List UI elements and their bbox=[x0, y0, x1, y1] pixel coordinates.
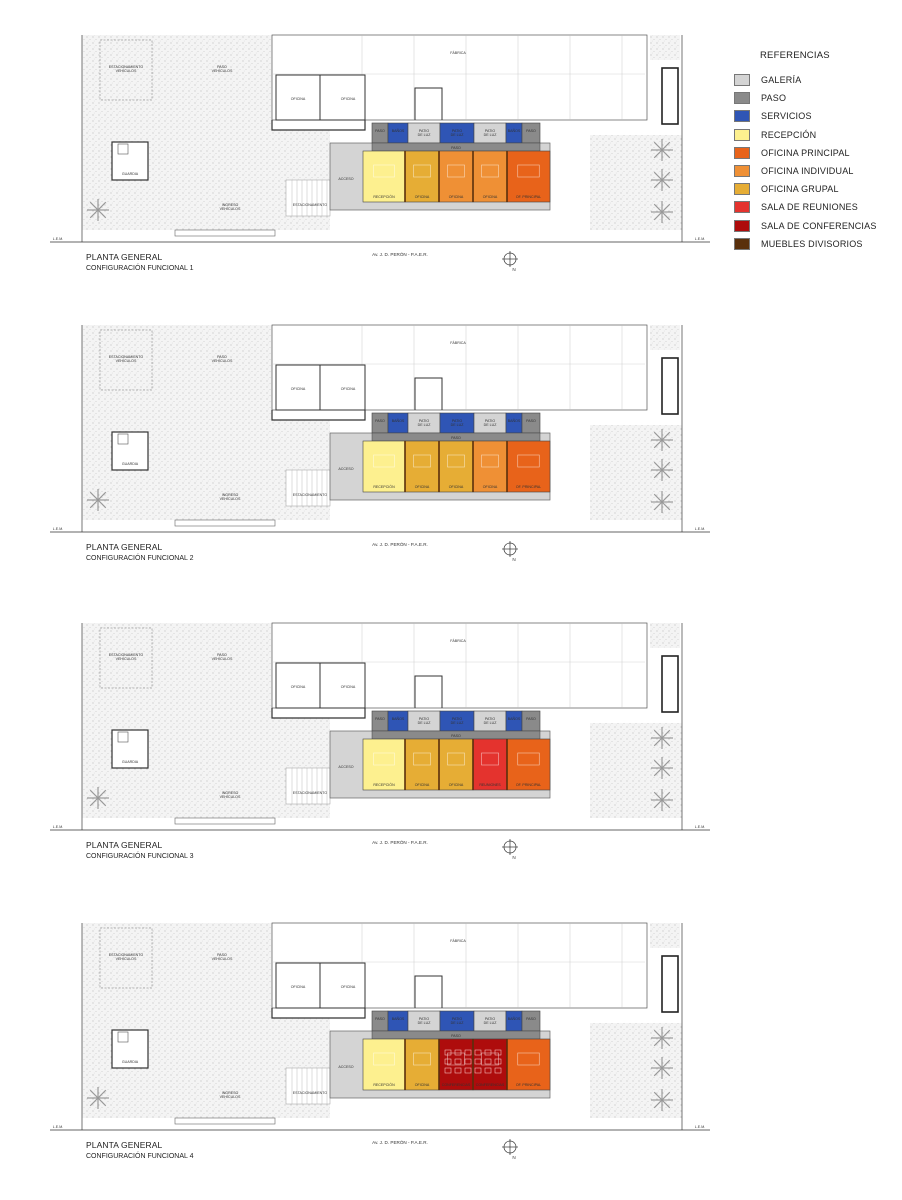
acceso-label: ACCESO bbox=[338, 765, 354, 769]
legend-item bbox=[734, 71, 894, 89]
north-label: N bbox=[512, 267, 516, 272]
legend-label: SERVICIOS bbox=[761, 111, 812, 122]
room-label: OFICINA bbox=[448, 195, 464, 199]
room-label: RECEPCIÓN bbox=[373, 485, 395, 489]
lem-label-right: L.E.M. bbox=[694, 237, 706, 241]
parking-label: VEHÍCULOS bbox=[115, 657, 137, 661]
service-label: DE LUZ bbox=[417, 1021, 431, 1025]
service-label: BAÑOS bbox=[391, 129, 405, 133]
service-cell bbox=[522, 1011, 540, 1031]
room-label: OFICINA bbox=[482, 195, 498, 199]
service-label: DE LUZ bbox=[450, 721, 464, 725]
guardia-label: GUARDIA bbox=[121, 1060, 139, 1064]
parking-label: ESTACIONAMIENTO bbox=[108, 953, 144, 957]
tree-symbol bbox=[651, 1027, 673, 1049]
service-cell bbox=[372, 123, 388, 143]
room-label: OFICINA bbox=[414, 485, 430, 489]
paso-vehiculos-label: PASO bbox=[217, 653, 227, 657]
service-label: PATIO bbox=[451, 129, 463, 133]
room-label: OFICINA bbox=[414, 1083, 430, 1087]
stairs bbox=[286, 180, 330, 216]
site-ground bbox=[650, 923, 680, 948]
service-label: PASO bbox=[375, 129, 385, 133]
service-label: PASO bbox=[375, 717, 385, 721]
fabrica-label: FÁBRICA bbox=[450, 639, 466, 643]
service-label: PATIO bbox=[484, 129, 496, 133]
parking-label: VEHÍCULOS bbox=[115, 957, 137, 961]
room-label: RECEPCIÓN bbox=[373, 1083, 395, 1087]
service-label: BAÑOS bbox=[507, 129, 521, 133]
service-label: BAÑOS bbox=[507, 1017, 521, 1021]
plan-title: PLANTA GENERAL bbox=[86, 840, 163, 850]
site-ground bbox=[650, 325, 680, 350]
service-label: PATIO bbox=[418, 717, 430, 721]
room-label: OFICINA bbox=[448, 783, 464, 787]
legend-swatch bbox=[734, 165, 750, 177]
divider-furniture bbox=[472, 739, 474, 790]
divider-furniture bbox=[472, 151, 474, 202]
service-label: PATIO bbox=[451, 419, 463, 423]
fabrica-label: FÁBRICA bbox=[450, 51, 466, 55]
service-cell bbox=[372, 1011, 388, 1031]
service-label: PATIO bbox=[451, 717, 463, 721]
tree-symbol bbox=[651, 459, 673, 481]
oficina-label: OFICINA bbox=[340, 387, 356, 391]
estacionamiento-label: ESTACIONAMIENTO bbox=[292, 791, 328, 795]
legend-swatch bbox=[734, 220, 750, 232]
legend bbox=[734, 50, 894, 253]
paso-vehiculos-label: VEHÍCULOS bbox=[211, 359, 233, 363]
divider-furniture bbox=[438, 151, 440, 202]
street-label: Av. J. D. PERÓN - P.A.E.R. bbox=[372, 1140, 428, 1145]
legend-item bbox=[734, 144, 894, 162]
oficina-label: OFICINA bbox=[340, 985, 356, 989]
lem-label-right: L.E.M. bbox=[694, 825, 706, 829]
room-label: OF. PRINCIPAL bbox=[515, 485, 542, 489]
lem-label-left: L.E.M. bbox=[52, 825, 64, 829]
legend-swatch bbox=[734, 129, 750, 141]
legend-label: SALA DE CONFERENCIAS bbox=[761, 220, 877, 231]
legend-label: OFICINA INDIVIDUAL bbox=[761, 166, 854, 177]
ingreso-vehiculos-label: VEHÍCULOS bbox=[219, 497, 241, 501]
acceso-label: ACCESO bbox=[338, 177, 354, 181]
room-label: OFICINA bbox=[482, 485, 498, 489]
floor-plan-4 bbox=[50, 918, 710, 1188]
divider-furniture bbox=[404, 441, 406, 492]
service-label: DE LUZ bbox=[483, 1021, 497, 1025]
paso-vehiculos-label: PASO bbox=[217, 65, 227, 69]
tree-symbol bbox=[87, 1087, 109, 1109]
oficina-label: OFICINA bbox=[290, 985, 306, 989]
lem-label-right: L.E.M. bbox=[694, 527, 706, 531]
service-label: PATIO bbox=[418, 129, 430, 133]
estacionamiento-label: ESTACIONAMIENTO bbox=[292, 493, 328, 497]
service-label: BAÑOS bbox=[507, 717, 521, 721]
site-ground bbox=[590, 723, 682, 818]
legend-swatch bbox=[734, 92, 750, 104]
paso-vehiculos-label: VEHÍCULOS bbox=[211, 657, 233, 661]
service-label: DE LUZ bbox=[450, 133, 464, 137]
paso-vehiculos-label: VEHÍCULOS bbox=[211, 957, 233, 961]
legend-swatch bbox=[734, 147, 750, 159]
service-label: DE LUZ bbox=[450, 1021, 464, 1025]
gate bbox=[175, 520, 275, 526]
room-label: OF. PRINCIPAL bbox=[515, 195, 542, 199]
divider-furniture bbox=[438, 441, 440, 492]
parking-label: ESTACIONAMIENTO bbox=[108, 653, 144, 657]
room-label: RECEPCIÓN bbox=[373, 195, 395, 199]
legend-swatch bbox=[734, 74, 750, 86]
floor-plan-3 bbox=[50, 618, 710, 888]
oficina-label: OFICINA bbox=[290, 685, 306, 689]
service-label: DE LUZ bbox=[417, 721, 431, 725]
room-label: CONFERENCIAS bbox=[475, 1083, 505, 1087]
side-block bbox=[662, 656, 678, 712]
north-label: N bbox=[512, 557, 516, 562]
divider-furniture bbox=[438, 739, 440, 790]
paso-label: PASO bbox=[451, 734, 461, 738]
service-cell bbox=[372, 413, 388, 433]
paso-label: PASO bbox=[451, 1034, 461, 1038]
side-block bbox=[662, 358, 678, 414]
paso-vehiculos-label: PASO bbox=[217, 953, 227, 957]
north-label: N bbox=[512, 855, 516, 860]
service-label: DE LUZ bbox=[483, 133, 497, 137]
legend-item bbox=[734, 107, 894, 125]
service-cell bbox=[522, 711, 540, 731]
gate bbox=[175, 1118, 275, 1124]
service-label: BAÑOS bbox=[391, 1017, 405, 1021]
legend-label: GALERÍA bbox=[761, 75, 802, 86]
tree-symbol bbox=[651, 727, 673, 749]
plan-subtitle: CONFIGURACIÓN FUNCIONAL 3 bbox=[86, 853, 194, 860]
service-cell bbox=[388, 711, 408, 731]
divider-furniture bbox=[404, 739, 406, 790]
tree-symbol bbox=[87, 199, 109, 221]
service-label: PATIO bbox=[484, 717, 496, 721]
ingreso-vehiculos-label: INGRESO bbox=[221, 791, 239, 795]
service-label: DE LUZ bbox=[483, 721, 497, 725]
office-wall bbox=[272, 410, 365, 420]
service-cell bbox=[388, 1011, 408, 1031]
legend-item bbox=[734, 198, 894, 216]
service-label: PATIO bbox=[484, 1017, 496, 1021]
paso-label: PASO bbox=[451, 436, 461, 440]
paso-vehiculos-label: VEHÍCULOS bbox=[211, 69, 233, 73]
service-label: BAÑOS bbox=[507, 419, 521, 423]
plan-title: PLANTA GENERAL bbox=[86, 542, 163, 552]
tree-symbol bbox=[651, 757, 673, 779]
street-label: Av. J. D. PERÓN - P.A.E.R. bbox=[372, 840, 428, 845]
lem-label-left: L.E.M. bbox=[52, 237, 64, 241]
room-label: REUNIONES bbox=[479, 783, 501, 787]
service-cell bbox=[506, 711, 522, 731]
oficina-label: OFICINA bbox=[290, 97, 306, 101]
tree-symbol bbox=[651, 1057, 673, 1079]
service-label: PATIO bbox=[484, 419, 496, 423]
legend-label: MUEBLES DIVISORIOS bbox=[761, 238, 863, 249]
street-label: Av. J. D. PERÓN - P.A.E.R. bbox=[372, 542, 428, 547]
room-label: OF. PRINCIPAL bbox=[515, 1083, 542, 1087]
stairs bbox=[286, 768, 330, 804]
service-label: BAÑOS bbox=[391, 419, 405, 423]
guardia-label: GUARDIA bbox=[121, 172, 139, 176]
plan-subtitle: CONFIGURACIÓN FUNCIONAL 2 bbox=[86, 555, 194, 562]
tree-symbol bbox=[651, 1089, 673, 1111]
service-cell bbox=[506, 413, 522, 433]
side-block bbox=[662, 956, 678, 1012]
room-label: OFICINA bbox=[414, 195, 430, 199]
tree-symbol bbox=[651, 139, 673, 161]
legend-swatch bbox=[734, 110, 750, 122]
divider-furniture bbox=[404, 151, 406, 202]
tree-symbol bbox=[87, 787, 109, 809]
tree-symbol bbox=[651, 491, 673, 513]
estacionamiento-label: ESTACIONAMIENTO bbox=[292, 1091, 328, 1095]
ingreso-vehiculos-label: INGRESO bbox=[221, 203, 239, 207]
service-label: PATIO bbox=[418, 1017, 430, 1021]
room-label: RECEPCIÓN bbox=[373, 783, 395, 787]
oficina-label: OFICINA bbox=[340, 685, 356, 689]
site-ground bbox=[650, 623, 680, 648]
divider-furniture bbox=[472, 1039, 474, 1090]
legend-label: PASO bbox=[761, 93, 787, 104]
plan-subtitle: CONFIGURACIÓN FUNCIONAL 1 bbox=[86, 265, 194, 272]
ingreso-vehiculos-label: INGRESO bbox=[221, 1091, 239, 1095]
office-wall bbox=[272, 708, 365, 718]
estacionamiento-label: ESTACIONAMIENTO bbox=[292, 203, 328, 207]
paso-label: PASO bbox=[451, 146, 461, 150]
service-cell bbox=[506, 123, 522, 143]
divider-furniture bbox=[506, 151, 508, 202]
room-label: OFICINA bbox=[448, 485, 464, 489]
lem-label-right: L.E.M. bbox=[694, 1125, 706, 1129]
legend-label: OFICINA GRUPAL bbox=[761, 184, 839, 195]
service-cell bbox=[372, 711, 388, 731]
tree-symbol bbox=[651, 201, 673, 223]
ingreso-vehiculos-label: VEHÍCULOS bbox=[219, 1095, 241, 1099]
acceso-label: ACCESO bbox=[338, 467, 354, 471]
legend-item bbox=[734, 126, 894, 144]
lem-label-left: L.E.M. bbox=[52, 527, 64, 531]
site-ground bbox=[590, 425, 682, 520]
service-cell bbox=[506, 1011, 522, 1031]
legend-item bbox=[734, 235, 894, 253]
service-cell bbox=[522, 123, 540, 143]
room-label: OF. PRINCIPAL bbox=[515, 783, 542, 787]
plan-subtitle: CONFIGURACIÓN FUNCIONAL 4 bbox=[86, 1153, 194, 1160]
ingreso-vehiculos-label: INGRESO bbox=[221, 493, 239, 497]
acceso-label: ACCESO bbox=[338, 1065, 354, 1069]
service-label: PASO bbox=[526, 717, 536, 721]
service-label: PATIO bbox=[418, 419, 430, 423]
service-cell bbox=[388, 123, 408, 143]
tree-symbol bbox=[651, 429, 673, 451]
service-cell bbox=[388, 413, 408, 433]
legend-title: REFERENCIAS bbox=[760, 50, 830, 61]
oficina-label: OFICINA bbox=[290, 387, 306, 391]
parking-label: VEHÍCULOS bbox=[115, 359, 137, 363]
service-label: PATIO bbox=[451, 1017, 463, 1021]
parking-label: VEHÍCULOS bbox=[115, 69, 137, 73]
guardia-label: GUARDIA bbox=[121, 760, 139, 764]
legend-swatch bbox=[734, 201, 750, 213]
tree-symbol bbox=[651, 169, 673, 191]
street-label: Av. J. D. PERÓN - P.A.E.R. bbox=[372, 252, 428, 257]
legend-swatch bbox=[734, 238, 750, 250]
ingreso-vehiculos-label: VEHÍCULOS bbox=[219, 207, 241, 211]
service-label: PASO bbox=[526, 1017, 536, 1021]
lem-label-left: L.E.M. bbox=[52, 1125, 64, 1129]
side-block bbox=[662, 68, 678, 124]
paso-vehiculos-label: PASO bbox=[217, 355, 227, 359]
legend-item bbox=[734, 162, 894, 180]
service-label: DE LUZ bbox=[417, 133, 431, 137]
room-label: OFICINA bbox=[414, 783, 430, 787]
service-label: DE LUZ bbox=[450, 423, 464, 427]
divider-furniture bbox=[506, 1039, 508, 1090]
floor-plan-2 bbox=[50, 320, 710, 590]
room-label: CONFERENCIAS bbox=[441, 1083, 471, 1087]
fabrica-label: FÁBRICA bbox=[450, 341, 466, 345]
plan-title: PLANTA GENERAL bbox=[86, 1140, 163, 1150]
parking-label: ESTACIONAMIENTO bbox=[108, 65, 144, 69]
fabrica-label: FÁBRICA bbox=[450, 939, 466, 943]
legend-label: OFICINA PRINCIPAL bbox=[761, 147, 850, 158]
service-label: PASO bbox=[375, 419, 385, 423]
service-label: DE LUZ bbox=[417, 423, 431, 427]
floor-plan-1 bbox=[50, 30, 710, 300]
site-ground bbox=[590, 135, 682, 230]
service-label: BAÑOS bbox=[391, 717, 405, 721]
site-ground bbox=[650, 35, 680, 60]
guardia-label: GUARDIA bbox=[121, 462, 139, 466]
office-wall bbox=[272, 120, 365, 130]
divider-furniture bbox=[506, 739, 508, 790]
north-label: N bbox=[512, 1155, 516, 1160]
gate bbox=[175, 818, 275, 824]
tree-symbol bbox=[87, 489, 109, 511]
gate bbox=[175, 230, 275, 236]
service-label: DE LUZ bbox=[483, 423, 497, 427]
divider-furniture bbox=[438, 1039, 440, 1090]
service-cell bbox=[522, 413, 540, 433]
divider-furniture bbox=[472, 441, 474, 492]
site-ground bbox=[590, 1023, 682, 1118]
service-label: PASO bbox=[375, 1017, 385, 1021]
service-label: PASO bbox=[526, 419, 536, 423]
tree-symbol bbox=[651, 789, 673, 811]
office-wall bbox=[272, 1008, 365, 1018]
service-label: PASO bbox=[526, 129, 536, 133]
legend-item bbox=[734, 180, 894, 198]
legend-swatch bbox=[734, 183, 750, 195]
legend-label: SALA DE REUNIONES bbox=[761, 202, 858, 213]
divider-furniture bbox=[404, 1039, 406, 1090]
legend-item bbox=[734, 89, 894, 107]
plan-title: PLANTA GENERAL bbox=[86, 252, 163, 262]
divider-furniture bbox=[506, 441, 508, 492]
legend-item bbox=[734, 217, 894, 235]
ingreso-vehiculos-label: VEHÍCULOS bbox=[219, 795, 241, 799]
oficina-label: OFICINA bbox=[340, 97, 356, 101]
legend-items bbox=[734, 71, 894, 253]
legend-label: RECEPCIÓN bbox=[761, 129, 817, 140]
stairs bbox=[286, 470, 330, 506]
parking-label: ESTACIONAMIENTO bbox=[108, 355, 144, 359]
stairs bbox=[286, 1068, 330, 1104]
